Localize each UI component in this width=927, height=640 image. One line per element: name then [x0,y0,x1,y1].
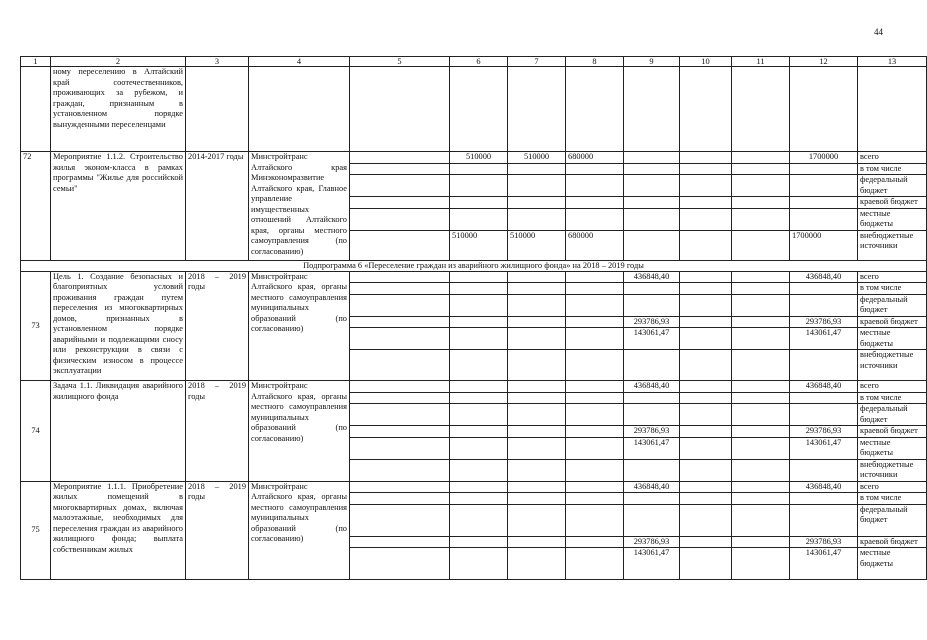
cell-2014: 510000 [450,152,508,164]
row-period: 2018 – 2019 годы [186,381,249,482]
cell-2018: 143061,47 [624,328,680,350]
col-header: 9 [624,57,680,67]
row-name: ному переселению в Алтайский край соотечественников, проживающих за рубежом, и граждан, признанным в установленном порядке вынужденными переселенцами [51,67,186,152]
funding-source: федеральный бюджет [858,404,927,426]
funding-source: краевой бюджет [858,426,927,438]
funding-source: в том числе [858,163,927,175]
cell-2018: 436848,40 [624,381,680,393]
row-number: 73 [21,271,51,381]
col-header: 13 [858,57,927,67]
col-header: 5 [350,57,450,67]
cell-total: 143061,47 [790,548,858,580]
funding-source: краевой бюджет [858,536,927,548]
row-number: 72 [21,152,51,261]
row-number: 74 [21,381,51,482]
funding-source: краевой бюджет [858,197,927,209]
funding-source: местные бюджеты [858,437,927,459]
row-name: Мероприятие 1.1.1. Приобретение жилых помещений в многоквартирных домах, включая малоэтажные, необходимых для переселения граждан из аварийного жилищного фонда; выплата собственникам жилых [51,481,186,580]
subprogram-title: Подпрограмма 6 «Переселение граждан из аварийного жилищного фонда» на 2018 – 2019 годы [21,260,927,271]
cell-2018: 143061,47 [624,437,680,459]
col-header: 11 [732,57,790,67]
funding-source: всего [858,152,927,164]
row-number [21,67,51,152]
col-header: 8 [566,57,624,67]
row-executor: Минстройтранс Алтайского края, органы местного самоуправления муниципальных образований (по согласованию) [249,481,350,580]
page-bottom-margin [0,582,905,640]
cell-total: 293786,93 [790,536,858,548]
cell-2018: 143061,47 [624,548,680,580]
cell-total: 436848,40 [790,481,858,493]
row-executor: Минстройтранс Алтайского края, органы местного самоуправления муниципальных образований (по согласованию) [249,381,350,482]
cell-2018: 293786,93 [624,426,680,438]
row-period: 2018 – 2019 годы [186,271,249,381]
funding-source: всего [858,271,927,283]
col-header: 7 [508,57,566,67]
cell-total: 143061,47 [790,437,858,459]
row-period: 2018 – 2019 годы [186,481,249,580]
row-name: Мероприятие 1.1.2. Строительство жилья эконом-класса в рамках программы "Жилье для российской семьи" [51,152,186,261]
cell-total: 436848,40 [790,381,858,393]
cell-2018: 436848,40 [624,481,680,493]
col-header: 6 [450,57,508,67]
row-executor: Минстройтранс Алтайского края Минэкономразвитие Алтайского края, Главное управление имущественных отношений Алтайского края, органы местного самоуправления (по согласованию) [249,152,350,261]
funding-source: в том числе [858,493,927,505]
col-header: 12 [790,57,858,67]
cell-2018: 293786,93 [624,316,680,328]
row-executor: Минстройтранс Алтайского края, органы местного самоуправления муниципальных образований (по согласованию) [249,271,350,381]
table-row [21,152,927,164]
funding-source: внебюджетные источники [858,230,927,260]
cell-total: 293786,93 [790,426,858,438]
cell-2015: 510000 [508,230,566,260]
page-number: 44 [874,27,883,37]
funding-source: внебюджетные источники [858,350,927,381]
col-header: 10 [680,57,732,67]
funding-source: федеральный бюджет [858,175,927,197]
cell-2015: 510000 [508,152,566,164]
row-name: Цель 1. Создание безопасных и благоприятных условий проживания граждан путем переселения из многоквартирных домов, признанных в установленном порядке аварийными и подлежащими сносу или реконструкции в связи с физическим износом в процессе эксплуатации [51,271,186,381]
funding-source: всего [858,381,927,393]
cell-2014: 510000 [450,230,508,260]
table-row [21,271,927,283]
row-period: 2014-2017 годы [186,152,249,261]
funding-source: в том числе [858,392,927,404]
cell-2016: 680000 [566,230,624,260]
funding-source: всего [858,481,927,493]
cell-total: 1700000 [790,230,858,260]
cell-total: 1700000 [790,152,858,164]
row-name: Задача 1.1. Ликвидация аварийного жилищного фонда [51,381,186,482]
funding-source: местные бюджеты [858,548,927,580]
program-table [20,56,927,580]
col-header: 1 [21,57,51,67]
col-header: 2 [51,57,186,67]
row-number: 75 [21,481,51,580]
funding-source: местные бюджеты [858,328,927,350]
funding-source: краевой бюджет [858,316,927,328]
cell-total: 143061,47 [790,328,858,350]
funding-source: в том числе [858,283,927,295]
funding-source: местные бюджеты [858,208,927,230]
col-header: 4 [249,57,350,67]
funding-source: федеральный бюджет [858,294,927,316]
column-number-row [21,57,927,67]
subprogram-row [21,260,927,271]
table-row [21,481,927,493]
cell-total: 293786,93 [790,316,858,328]
funding-source: федеральный бюджет [858,504,927,536]
cell-2018: 293786,93 [624,536,680,548]
cell-2018: 436848,40 [624,271,680,283]
col-header: 3 [186,57,249,67]
cell-2016: 680000 [566,152,624,164]
table-row [21,381,927,393]
funding-source: внебюджетные источники [858,459,927,481]
cell-total: 436848,40 [790,271,858,283]
table-row [21,67,927,152]
